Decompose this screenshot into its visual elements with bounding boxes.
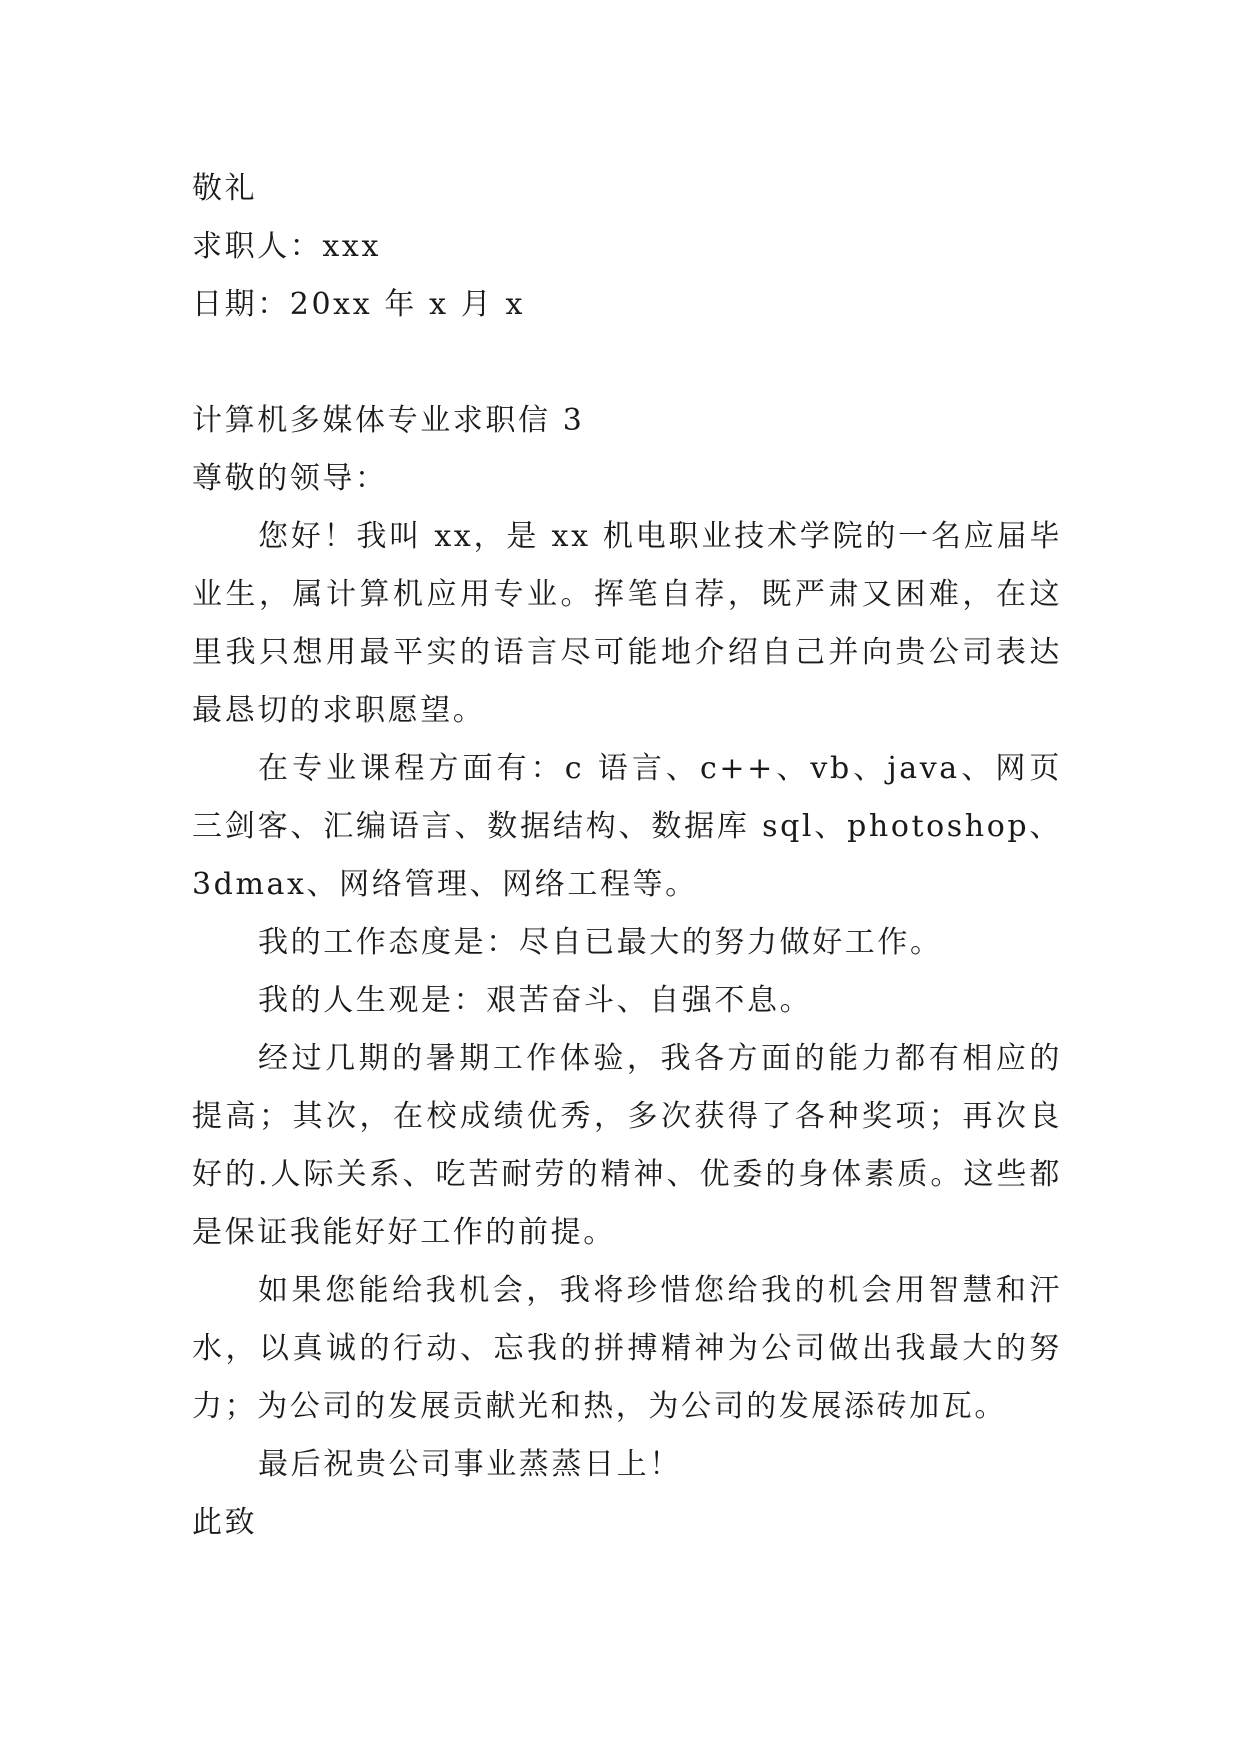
paragraph-courses: 在专业课程方面有：c 语言、c++、vb、java、网页三剑客、汇编语言、数据结构、数据库 sql、photoshop、3dmax、网络管理、网络工程等。 xyxy=(192,751,1062,902)
paragraph-intro: 您好！我叫 xx，是 xx 机电职业技术学院的一名应届毕业生，属计算机应用专业。挥笔自荐，既严肃又困难，在这里我只想用最平实的语言尽可能地介绍自己并向贵公司表达最恳切的求职愿望。 xyxy=(192,519,1062,728)
paragraph-outlook: 我的人生观是：艰苦奋斗、自强不息。 xyxy=(258,983,813,1018)
applicant-line: 求职人：xxx xyxy=(192,229,381,264)
letter-title: 计算机多媒体专业求职信 3 xyxy=(192,403,585,438)
letter-greeting: 尊敬的领导： xyxy=(192,461,388,496)
paragraph-experience: 经过几期的暑期工作体验，我各方面的能力都有相应的提高；其次，在校成绩优秀，多次获得了各种奖项；再次良好的.人际关系、吃苦耐劳的精神、优委的身体素质。这些都是保证我能好好工作的前提。 xyxy=(192,1041,1062,1250)
date-line: 日期：20xx 年 x 月 x xyxy=(192,287,525,322)
letter-closing: 此致 xyxy=(192,1505,258,1540)
paragraph-attitude: 我的工作态度是：尽自已最大的努力做好工作。 xyxy=(258,925,943,960)
letter-body xyxy=(192,160,1062,1552)
salutation: 敬礼 xyxy=(192,171,258,206)
paragraph-request: 如果您能给我机会，我将珍惜您给我的机会用智慧和汗水，以真诚的行动、忘我的拼搏精神为公司做出我最大的努力；为公司的发展贡献光和热，为公司的发展添砖加瓦。 xyxy=(192,1273,1062,1424)
paragraph-wishes: 最后祝贵公司事业蒸蒸日上！ xyxy=(258,1447,682,1482)
